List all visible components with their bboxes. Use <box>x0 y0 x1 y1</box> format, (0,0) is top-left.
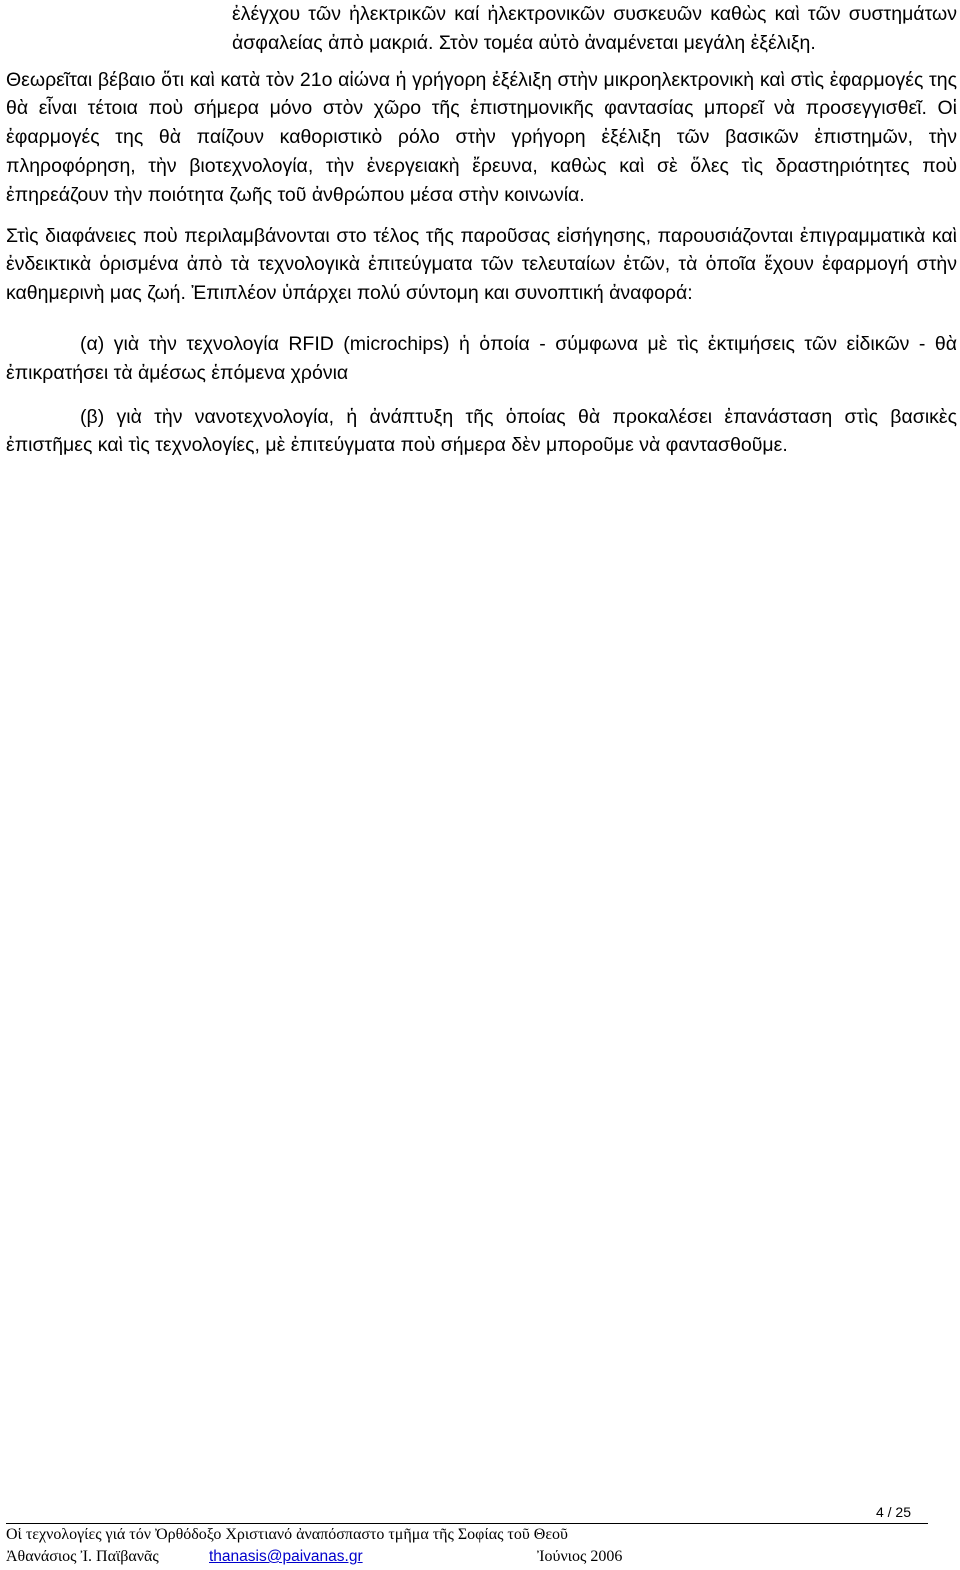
paragraph-continuation: ἐλέγχου τῶν ἠλεκτρικῶν καί ἠλεκτρονικῶν συσκευῶν καθὼς καὶ τῶν συστημάτων ἀσφαλείας ἀπὸ μακριά. Στὸν τομέα αὐτὸ ἀναμένεται μεγάλη ἐξέλιξη. <box>232 3 957 54</box>
page-number: 4 / 25 <box>875 1504 911 1520</box>
footer-title: Οἱ τεχνολογίες γιά τόν Ὀρθόδοξο Χριστιανό ἀναπόσπαστο τμῆμα τῆς Σοφίας τοῦ Θεοῦ <box>6 1526 568 1543</box>
document-body <box>6 0 957 460</box>
list-item-nanotechnology: (β) γιὰ τὴν νανοτεχνολογία, ἡ ἀνάπτυξη τῆς ὁποίας θὰ προκαλέσει ἐπανάσταση στὶς βασικὲς ἐπιστῆμες καὶ τὶς τεχνολογίες, μὲ ἐπιτεύγματα ποὺ σήμερα δὲν μποροῦμε νὰ φαντασθοῦμε. <box>6 405 957 457</box>
paragraph-microelectronics: Θεωρεῖται βέβαιο ὅτι καὶ κατὰ τὸν 21ο αἰώνα ἡ γρήγορη ἐξέλιξη στὴν μικροηλεκτρονικὴ καὶ στὶς ἐφαρμογές της θὰ εἶναι τέτοια ποὺ σήμερα μόνο στὸν χῶρο τῆς ἐπιστημονικῆς φαντασίας μπορεῖ νὰ προσεγγισθεῖ. Οἱ ἐφαρμογές της θὰ παίζουν καθοριστικὸ ρόλο στὴν γρήγορη ἐξέλιξη τῶν βασικῶν ἐπιστημῶν, τὴν πληροφόρηση, τὴν βιοτεχνολογία, τὴν ἐνεργειακὴ ἔρευνα, καθὼς καὶ σὲ ὅλες τὶς δραστηριότητες ποὺ ἐπηρεάζουν τὴν ποιότητα ζωῆς τοῦ ἀνθρώπου μέσα στὴν κοινωνία. <box>6 68 957 206</box>
footer-author: Ἀθανάσιος Ἰ. Παϊβανᾶς <box>6 1548 159 1565</box>
footer-date: Ἰούνιος 2006 <box>537 1548 623 1565</box>
list-item-rfid: (α) γιὰ τὴν τεχνολογία RFID (microchips) ἡ ὁποία - σύμφωνα μὲ τὶς ἐκτιμήσεις τῶν εἰδικῶν - θὰ ἐπικρατήσει τὰ ἀμέσως ἑπόμενα χρόνια <box>6 332 957 384</box>
paragraph-slides-intro: Στὶς διαφάνειες ποὺ περιλαμβάνονται στο τέλος τῆς παροῦσας εἰσήγησης, παρουσιάζονται ἐπιγραμματικὰ καὶ ἐνδεικτικὰ ὁρισμένα ἀπὸ τὰ τεχνολογικὰ ἐπιτεύγματα τῶν τελευταίων ἐτῶν, τὰ ὁποῖα ἔχουν ἐφαρμογή στὴν καθημερινὴ μας ζωή. Ἐπιπλέον ὑπάρχει πολύ σύντομη και συνοπτική ἀναφορά: <box>6 224 957 305</box>
author-email-link[interactable]: thanasis@paivanas.gr <box>209 1548 363 1565</box>
